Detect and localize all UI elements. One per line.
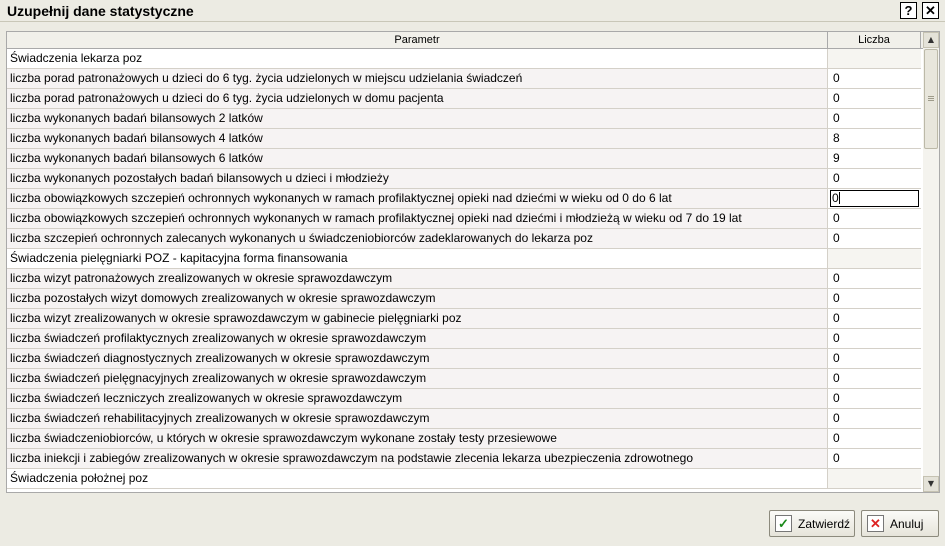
count-cell — [828, 469, 921, 488]
count-cell[interactable]: 0 — [828, 349, 921, 368]
arrow-down-icon[interactable]: ▼ — [923, 476, 939, 492]
param-cell: liczba świadczeń profilaktycznych zrealizowanych w okresie sprawozdawczym — [7, 329, 828, 348]
param-cell: liczba świadczeń leczniczych zrealizowanych w okresie sprawozdawczym — [7, 389, 828, 408]
param-cell: liczba wizyt zrealizowanych w okresie sprawozdawczym w gabinecie pielęgniarki poz — [7, 309, 828, 328]
count-cell[interactable]: 0 — [828, 109, 921, 128]
table-row[interactable] — [7, 69, 921, 89]
table-row[interactable] — [7, 429, 921, 449]
close-button[interactable]: ✕ — [922, 2, 939, 19]
count-cell[interactable]: 0 — [828, 429, 921, 448]
count-cell[interactable]: 0 — [828, 309, 921, 328]
count-cell[interactable]: 0 — [828, 69, 921, 88]
grid-header — [7, 32, 923, 49]
statistics-grid — [6, 31, 940, 493]
param-cell: liczba wykonanych pozostałych badań bilansowych u dzieci i młodzieży — [7, 169, 828, 188]
count-cell[interactable]: 8 — [828, 129, 921, 148]
count-edit-input[interactable] — [830, 190, 919, 207]
count-cell[interactable]: 0 — [828, 269, 921, 288]
cancel-button[interactable] — [861, 510, 939, 537]
table-row[interactable] — [7, 109, 921, 129]
count-cell[interactable]: 9 — [828, 149, 921, 168]
scrollbar-thumb[interactable] — [924, 49, 938, 149]
section-label: Świadczenia położnej poz — [7, 469, 828, 488]
section-row[interactable] — [7, 249, 921, 269]
count-cell[interactable]: 0 — [828, 289, 921, 308]
count-cell — [828, 249, 921, 268]
param-cell: liczba wizyt patronażowych zrealizowanych w okresie sprawozdawczym — [7, 269, 828, 288]
table-row[interactable] — [7, 349, 921, 369]
table-row[interactable] — [7, 449, 921, 469]
table-row[interactable] — [7, 229, 921, 249]
table-row[interactable] — [7, 369, 921, 389]
table-row[interactable] — [7, 129, 921, 149]
confirm-button[interactable] — [769, 510, 855, 537]
section-row[interactable] — [7, 469, 921, 489]
param-cell: liczba porad patronażowych u dzieci do 6 tyg. życia udzielonych w domu pacjenta — [7, 89, 828, 108]
arrow-up-icon[interactable]: ▲ — [923, 32, 939, 48]
table-row[interactable] — [7, 169, 921, 189]
param-cell: liczba obowiązkowych szczepień ochronnych wykonanych w ramach profilaktycznej opieki nad dziećmi i młodzieżą w wieku od 7 do 19 lat — [7, 209, 828, 228]
section-label: Świadczenia lekarza poz — [7, 49, 828, 68]
count-cell[interactable]: 0 — [828, 329, 921, 348]
param-cell: liczba porad patronażowych u dzieci do 6 tyg. życia udzielonych w miejscu udzielania świadczeń — [7, 69, 828, 88]
count-cell[interactable] — [828, 189, 921, 208]
window-title: Uzupełnij dane statystyczne — [7, 3, 194, 19]
text-caret — [839, 192, 840, 204]
param-cell: liczba szczepień ochronnych zalecanych wykonanych u świadczeniobiorców zadeklarowanych do lekarza poz — [7, 229, 828, 248]
table-row[interactable] — [7, 149, 921, 169]
help-button[interactable]: ? — [900, 2, 917, 19]
count-cell — [828, 49, 921, 68]
cancel-x-icon: ✕ — [867, 515, 884, 532]
table-row[interactable] — [7, 389, 921, 409]
checkmark-icon: ✓ — [775, 515, 792, 532]
param-cell: liczba świadczeniobiorców, u których w okresie sprawozdawczym wykonane zostały testy przesiewowe — [7, 429, 828, 448]
section-label: Świadczenia pielęgniarki POZ - kapitacyjna forma finansowania — [7, 249, 828, 268]
column-header-count[interactable]: Liczba — [828, 32, 921, 48]
count-edit-value: 0 — [832, 191, 839, 205]
param-cell: liczba świadczeń diagnostycznych zrealizowanych w okresie sprawozdawczym — [7, 349, 828, 368]
count-cell[interactable]: 0 — [828, 169, 921, 188]
count-cell[interactable]: 0 — [828, 369, 921, 388]
param-cell: liczba obowiązkowych szczepień ochronnych wykonanych w ramach profilaktycznej opieki nad dziećmi w wieku od 0 do 6 lat — [7, 189, 828, 208]
param-cell: liczba wykonanych badań bilansowych 6 latków — [7, 149, 828, 168]
param-cell: liczba wykonanych badań bilansowych 2 latków — [7, 109, 828, 128]
table-row[interactable] — [7, 189, 921, 209]
param-cell: liczba pozostałych wizyt domowych zrealizowanych w okresie sprawozdawczym — [7, 289, 828, 308]
table-row[interactable] — [7, 289, 921, 309]
table-row[interactable] — [7, 409, 921, 429]
vertical-scrollbar[interactable] — [923, 32, 939, 492]
table-row[interactable] — [7, 89, 921, 109]
table-row[interactable] — [7, 269, 921, 289]
table-row[interactable] — [7, 329, 921, 349]
count-cell[interactable]: 0 — [828, 449, 921, 468]
section-row[interactable] — [7, 49, 921, 69]
count-cell[interactable]: 0 — [828, 389, 921, 408]
table-row[interactable] — [7, 309, 921, 329]
cancel-label: Anuluj — [890, 517, 924, 531]
param-cell: liczba świadczeń rehabilitacyjnych zrealizowanych w okresie sprawozdawczym — [7, 409, 828, 428]
count-cell[interactable]: 0 — [828, 229, 921, 248]
title-bar — [0, 0, 945, 22]
table-row[interactable] — [7, 209, 921, 229]
column-header-param[interactable]: Parametr — [7, 32, 828, 48]
count-cell[interactable]: 0 — [828, 89, 921, 108]
param-cell: liczba iniekcji i zabiegów zrealizowanych w okresie sprawozdawczym na podstawie zlecenia lekarza ubezpieczenia zdrowotnego — [7, 449, 828, 468]
grid-rows — [7, 49, 921, 489]
count-cell[interactable]: 0 — [828, 209, 921, 228]
param-cell: liczba wykonanych badań bilansowych 4 latków — [7, 129, 828, 148]
param-cell: liczba świadczeń pielęgnacyjnych zrealizowanych w okresie sprawozdawczym — [7, 369, 828, 388]
count-cell[interactable]: 0 — [828, 409, 921, 428]
confirm-label: Zatwierdź — [798, 517, 851, 531]
